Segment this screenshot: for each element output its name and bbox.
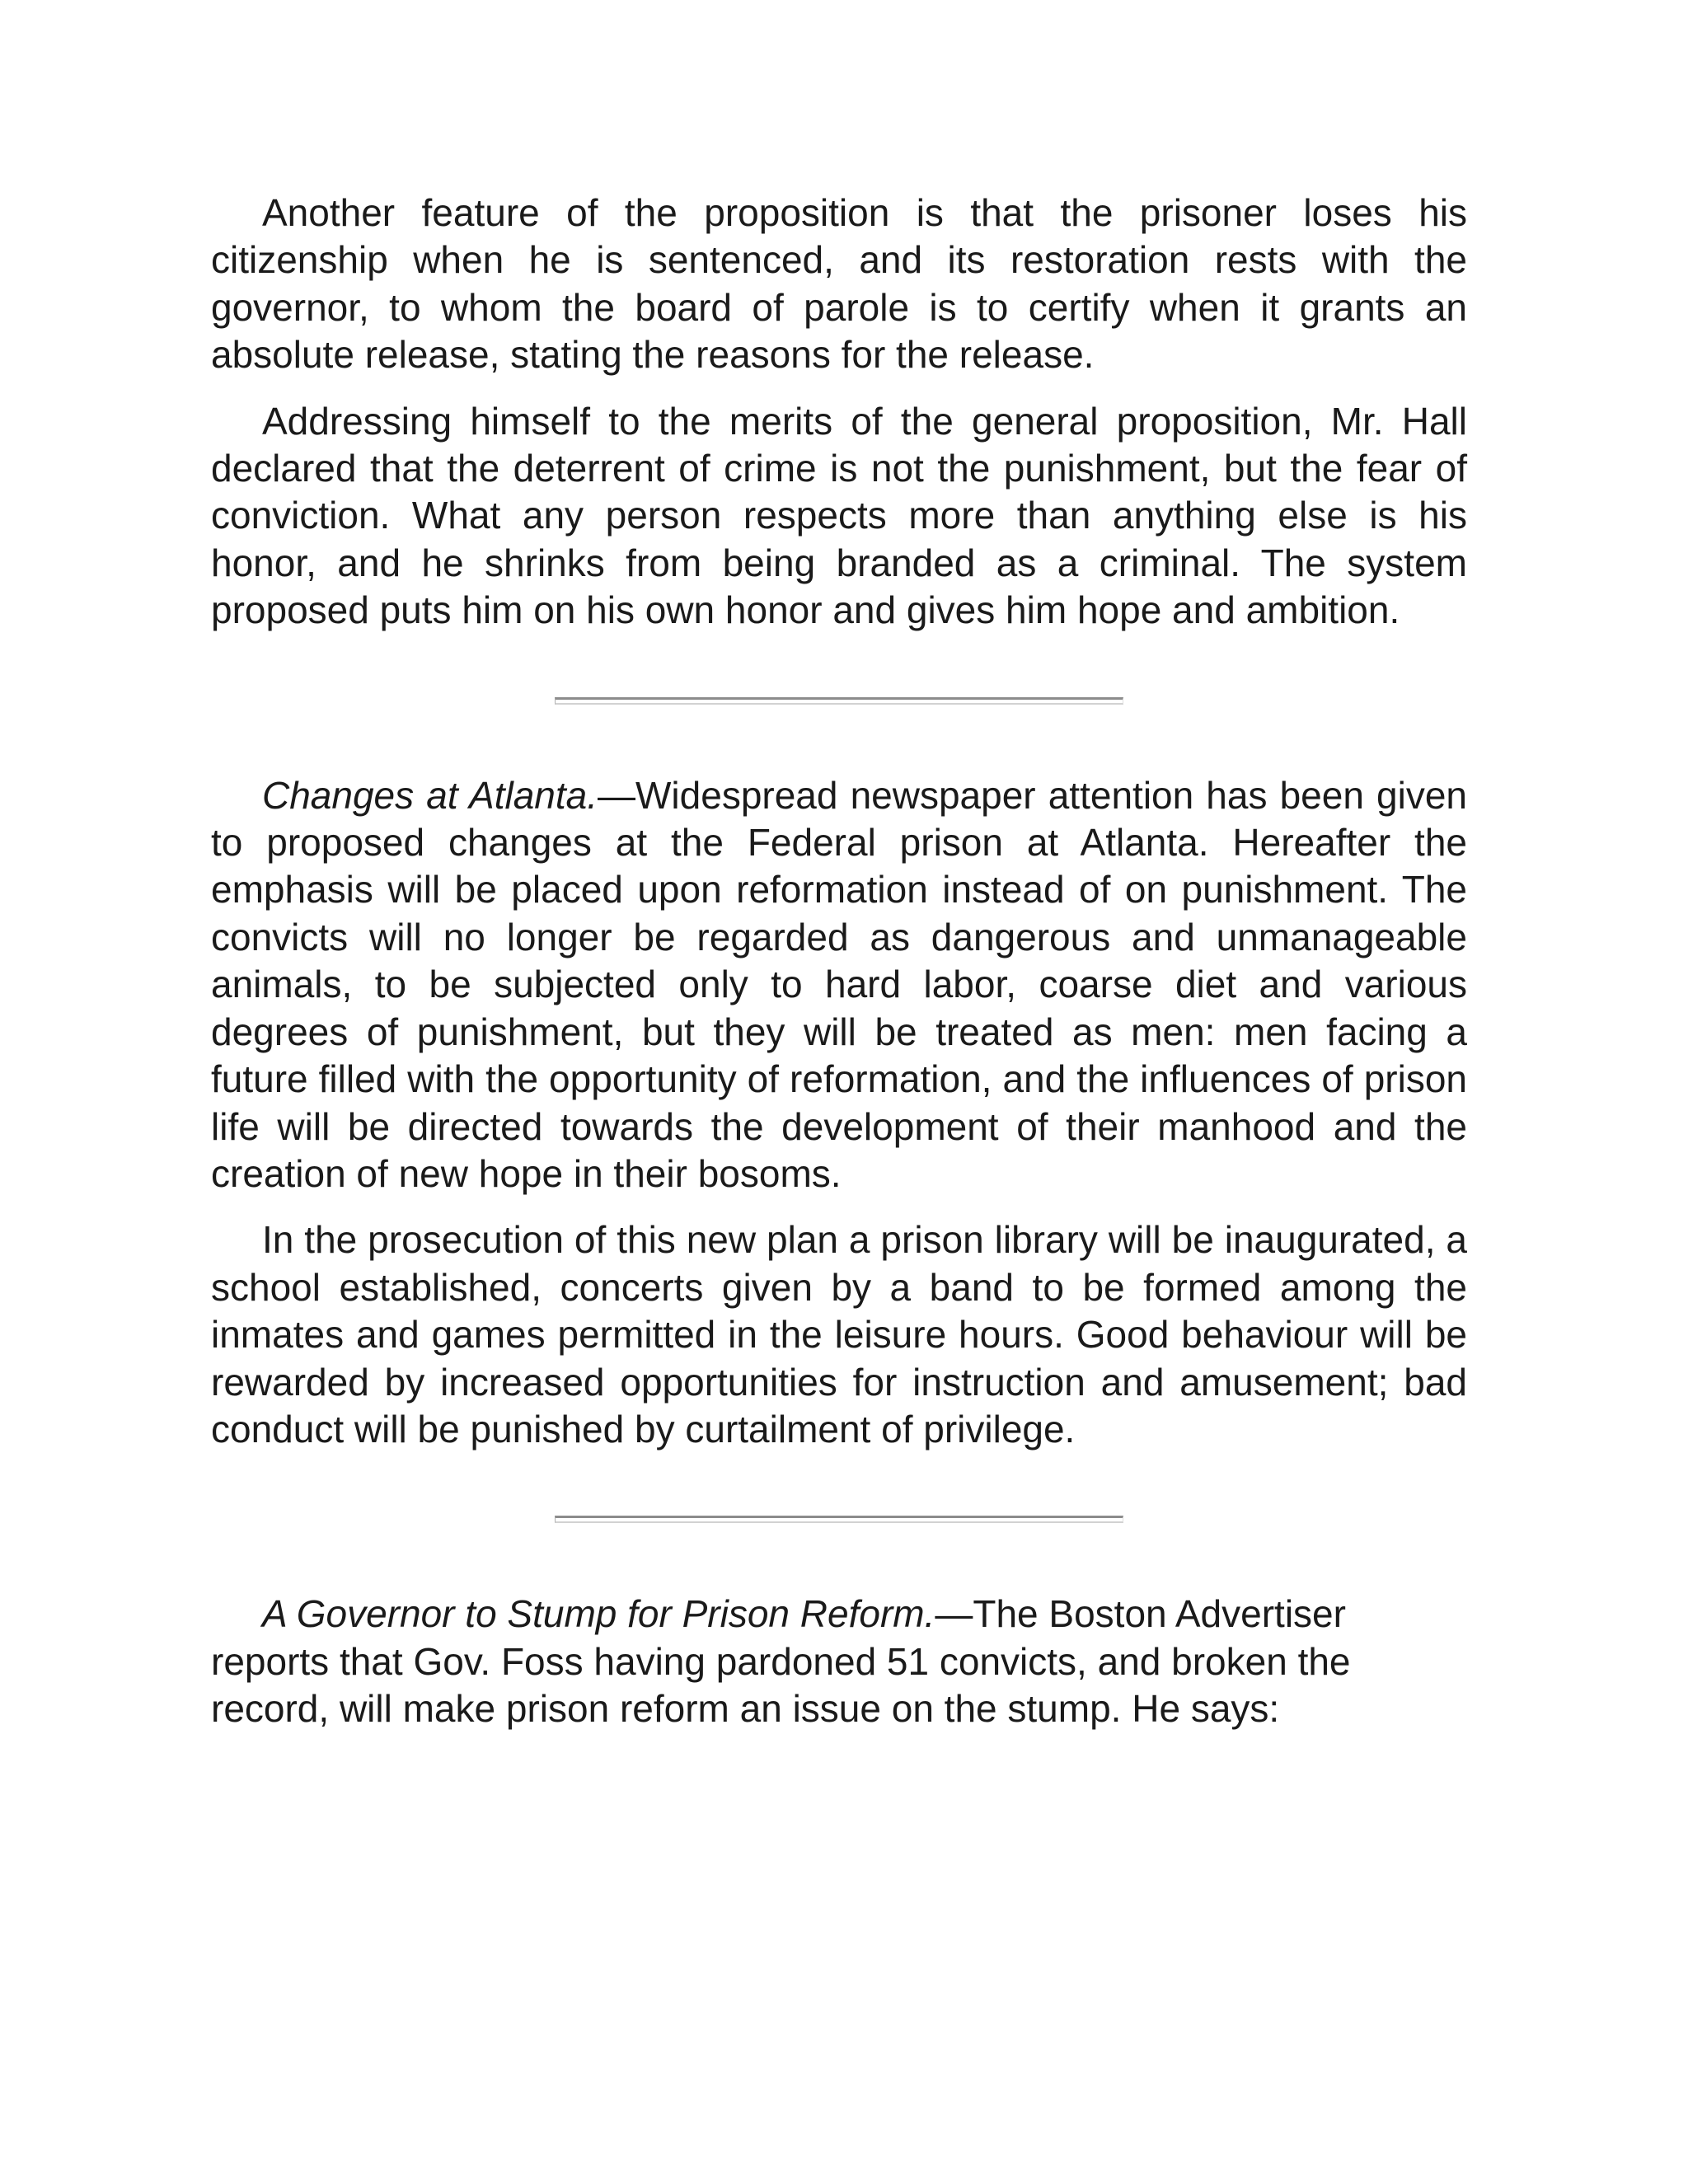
section-heading-governor: A Governor to Stump for Prison Reform. [262, 1592, 935, 1636]
section-heading-atlanta: Changes at Atlanta. [262, 773, 598, 817]
section-divider [555, 697, 1123, 705]
document-page [211, 190, 1467, 1752]
paragraph-atlanta-intro-text: —Widespread newspaper attention has been given to proposed changes at the Federal prison at Atlanta. Hereafter the emphasis will be placed upon reformation instead of on punishment. The convicts will no longer be regarded as dangerous and unmanageable animals, to be subjected only to hard labor, coarse diet and various degrees of punishment, but they will be treated as men: men facing a future filled with the opportunity of reformation, and the influences of prison life will be directed towards the development of their manhood and the creation of new hope in their bosoms. [211, 773, 1468, 1195]
section-divider [555, 1516, 1123, 1523]
paragraph-atlanta-plan: In the prosecution of this new plan a prison library will be inaugurated, a school established, concerts given by a band to be formed among the inmates and games permitted in the leisure hours. Good behaviour will be rewarded by increased opportunities for instruction and amusement; bad conduct will be punished by curtailment of privilege. [211, 1218, 1467, 1451]
paragraph-citizenship: Another feature of the proposition is that the prisoner loses his citizenship when he is sentenced, and its restoration rests with the governor, to whom the board of parole is to certify when it grants an absolute release, stating the reasons for the release. [211, 191, 1467, 377]
paragraph-atlanta-intro [211, 772, 1467, 1198]
paragraph-governor-intro [211, 1591, 1467, 1732]
paragraph-governor-intro-text: —The Boston Advertiser reports that Gov. Foss having pardoned 51 convicts, and broken the record, will make prison reform an issue on the stump. He says: [211, 1592, 1351, 1731]
paragraph-merits: Addressing himself to the merits of the general proposition, Mr. Hall declared that the deterrent of crime is not the punishment, but the fear of conviction. What any person respects more than anything else is his honor, and he shrinks from being branded as a criminal. The system proposed puts him on his own honor and gives him hope and ambition. [211, 399, 1467, 632]
